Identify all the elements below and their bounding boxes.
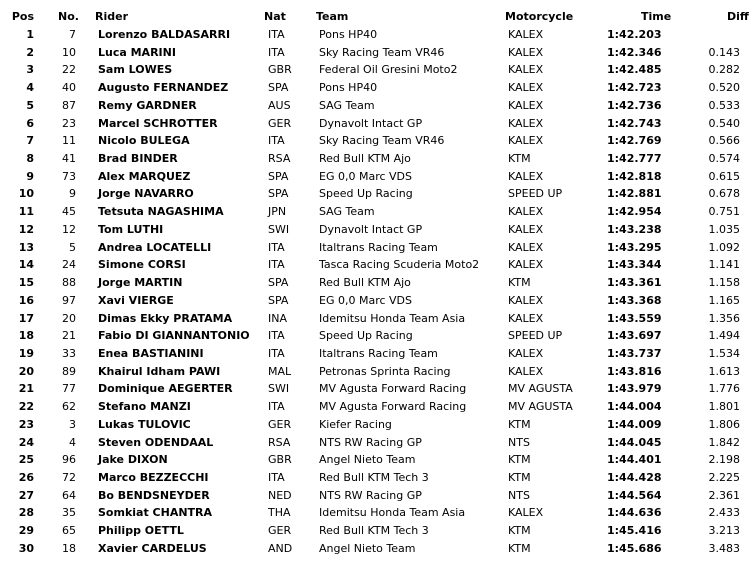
nat-cell: GBR [268,453,292,467]
table-row [0,80,745,98]
nat-cell: ITA [268,258,285,272]
nat-cell: GER [268,116,292,130]
team-cell: Speed Up Racing [319,329,413,343]
nat-cell: SWI [268,222,290,236]
header-team: Team [316,10,349,23]
motorcycle-cell: KALEX [508,98,544,112]
position-cell: 4 [26,81,34,95]
table-row [0,470,745,488]
position-cell: 28 [18,506,34,520]
rider-cell: Augusto FERNANDEZ [98,81,229,95]
position-cell: 18 [18,329,34,343]
number-cell: 20 [62,311,76,325]
team-cell: Red Bull KTM Tech 3 [319,524,429,538]
team-cell: Speed Up Racing [319,187,413,201]
nat-cell: SPA [268,276,289,290]
team-cell: NTS RW Racing GP [319,488,422,502]
table-row [0,488,745,506]
table-row [0,399,745,417]
time-cell: 1:43.361 [607,276,662,290]
team-cell: MV Agusta Forward Racing [319,382,467,396]
diff-cell: 1.613 [708,364,740,378]
diff-cell: 0.143 [708,45,740,59]
number-cell: 87 [62,98,76,112]
number-cell: 77 [62,382,76,396]
number-cell: 41 [62,152,76,166]
time-cell: 1:43.816 [607,364,662,378]
header-number: No. [58,10,79,23]
motorcycle-cell: SPEED UP [508,187,563,201]
time-cell: 1:43.737 [607,346,662,360]
time-cell: 1:43.238 [607,222,662,236]
position-cell: 1 [26,28,34,41]
rider-cell: Simone CORSI [98,258,186,272]
time-cell: 1:43.979 [607,382,662,396]
team-cell: EG 0,0 Marc VDS [319,293,412,307]
number-cell: 7 [69,28,76,41]
number-cell: 3 [69,417,76,431]
table-row [0,222,745,240]
motorcycle-cell: KALEX [508,169,544,183]
motorcycle-cell: KALEX [508,222,544,236]
number-cell: 24 [62,258,76,272]
rider-cell: Jorge NAVARRO [98,187,194,201]
nat-cell: MAL [268,364,292,378]
motorcycle-cell: KALEX [508,63,544,77]
nat-cell: ITA [268,400,285,414]
time-cell: 1:42.881 [607,187,662,201]
time-cell: 1:44.636 [607,506,662,520]
motorcycle-cell: KTM [508,541,531,555]
number-cell: 9 [69,187,76,201]
table-row [0,169,745,187]
time-cell: 1:44.401 [607,453,662,467]
time-cell: 1:43.559 [607,311,662,325]
team-cell: SAG Team [319,205,375,219]
diff-cell: 1.801 [708,400,740,414]
team-cell: Angel Nieto Team [319,453,416,467]
table-row [0,293,745,311]
nat-cell: ITA [268,346,285,360]
diff-cell: 1.494 [708,329,740,343]
rider-cell: Steven ODENDAAL [98,435,214,449]
team-cell: Idemitsu Honda Team Asia [319,311,466,325]
nat-cell: NED [268,488,292,502]
nat-cell: SPA [268,169,289,183]
rider-cell: Xavier CARDELUS [98,541,207,555]
table-row [0,27,745,45]
motorcycle-cell: NTS [508,435,530,449]
position-cell: 20 [18,364,34,378]
team-cell: Red Bull KTM Tech 3 [319,471,429,484]
motorcycle-cell: MV AGUSTA [508,382,573,396]
number-cell: 97 [62,293,76,307]
position-cell: 8 [26,152,34,166]
rider-cell: Somkiat CHANTRA [98,506,213,520]
motorcycle-cell: KTM [508,453,531,467]
motorcycle-cell: SPEED UP [508,329,563,343]
team-cell: Pons HP40 [319,81,378,95]
position-cell: 15 [18,276,34,290]
time-cell: 1:44.045 [607,435,662,449]
motorcycle-cell: KALEX [508,45,544,59]
nat-cell: GER [268,524,292,538]
diff-cell: 1.534 [708,346,740,360]
nat-cell: SPA [268,187,289,201]
header-rider: Rider [95,10,128,23]
nat-cell: AND [268,541,293,555]
table-row [0,133,745,151]
motorcycle-cell: KALEX [508,81,544,95]
motorcycle-cell: KTM [508,276,531,290]
table-row [0,116,745,134]
time-cell: 1:44.009 [607,417,662,431]
diff-cell: 3.213 [708,524,740,538]
diff-cell: 1.776 [708,382,740,396]
position-cell: 7 [26,134,34,148]
motorcycle-cell: KALEX [508,346,544,360]
time-cell: 1:43.295 [607,240,662,254]
table-row [0,328,745,346]
time-cell: 1:42.736 [607,98,662,112]
diff-cell: 1.035 [708,222,740,236]
rider-cell: Luca MARINI [98,45,176,59]
position-cell: 22 [18,400,34,414]
number-cell: 72 [62,471,76,484]
diff-cell: 0.566 [708,134,740,148]
header-nat: Nat [264,10,286,23]
position-cell: 9 [26,169,34,183]
team-cell: Petronas Sprinta Racing [319,364,451,378]
table-row [0,62,745,80]
motorcycle-cell: KTM [508,152,531,166]
time-cell: 1:43.344 [607,258,662,272]
time-cell: 1:42.777 [607,152,662,166]
motorcycle-cell: KTM [508,471,531,484]
diff-cell: 1.141 [708,258,740,272]
position-cell: 25 [18,453,34,467]
team-cell: Pons HP40 [319,28,378,41]
diff-cell: 0.282 [708,63,740,77]
rider-cell: Lukas TULOVIC [98,417,191,431]
nat-cell: ITA [268,45,285,59]
team-cell: Italtrans Racing Team [319,240,438,254]
nat-cell: GBR [268,63,292,77]
diff-cell: 2.198 [708,453,740,467]
table-row [0,381,745,399]
table-row [0,257,745,275]
table-row [0,240,745,258]
team-cell: Sky Racing Team VR46 [319,45,445,59]
table-row [0,523,745,541]
header-pos: Pos [11,10,34,23]
position-cell: 19 [18,346,34,360]
time-cell: 1:45.686 [607,541,662,555]
team-cell: Angel Nieto Team [319,541,416,555]
table-row [0,435,745,453]
number-cell: 11 [62,134,76,148]
rider-cell: Stefano MANZI [98,400,191,414]
number-cell: 64 [62,488,76,502]
rider-cell: Bo BENDSNEYDER [98,488,210,502]
diff-cell: 3.483 [708,541,740,555]
rider-cell: Tom LUTHI [98,222,164,236]
number-cell: 65 [62,524,76,538]
rider-cell: Andrea LOCATELLI [98,240,212,254]
nat-cell: SWI [268,382,290,396]
team-cell: EG 0,0 Marc VDS [319,169,412,183]
diff-cell: 2.225 [708,471,740,484]
position-cell: 10 [18,187,34,201]
team-cell: Italtrans Racing Team [319,346,438,360]
motorcycle-cell: KALEX [508,258,544,272]
team-cell: Dynavolt Intact GP [319,116,423,130]
team-cell: Red Bull KTM Ajo [319,276,411,290]
number-cell: 89 [62,364,76,378]
team-cell: Dynavolt Intact GP [319,222,423,236]
diff-cell: 0.751 [708,205,740,219]
table-row [0,275,745,293]
nat-cell: ITA [268,134,285,148]
team-cell: Idemitsu Honda Team Asia [319,506,466,520]
position-cell: 3 [26,63,34,77]
position-cell: 11 [18,205,34,219]
number-cell: 12 [62,222,76,236]
number-cell: 88 [62,276,76,290]
motorcycle-cell: KALEX [508,506,544,520]
rider-cell: Remy GARDNER [98,98,197,112]
diff-cell: 2.433 [708,506,740,520]
table-row [0,417,745,435]
diff-cell: 1.806 [708,417,740,431]
position-cell: 29 [18,524,34,538]
number-cell: 73 [62,169,76,183]
rider-cell: Dominique AEGERTER [98,382,233,396]
time-cell: 1:42.743 [607,116,662,130]
position-cell: 6 [26,116,34,130]
position-cell: 27 [18,488,34,502]
nat-cell: RSA [268,152,291,166]
number-cell: 22 [62,63,76,77]
position-cell: 23 [18,417,34,431]
nat-cell: RSA [268,435,291,449]
rider-cell: Marco BEZZECCHI [98,471,209,484]
diff-cell: 1.092 [708,240,740,254]
position-cell: 12 [18,222,34,236]
diff-cell: 0.574 [708,152,740,166]
rider-cell: Tetsuta NAGASHIMA [98,205,224,219]
number-cell: 18 [62,541,76,555]
header-motorcycle: Motorcycle [505,10,574,23]
time-cell: 1:42.723 [607,81,662,95]
rider-cell: Xavi VIERGE [98,293,174,307]
time-cell: 1:42.769 [607,134,662,148]
nat-cell: ITA [268,329,285,343]
motorcycle-cell: KALEX [508,134,544,148]
motorcycle-cell: KALEX [508,205,544,219]
table-row [0,45,745,63]
motorcycle-cell: KALEX [508,293,544,307]
team-cell: Federal Oil Gresini Moto2 [319,63,458,77]
rider-cell: Lorenzo BALDASARRI [98,28,231,41]
table-header [0,9,749,25]
time-cell: 1:42.818 [607,169,662,183]
diff-cell: 0.678 [708,187,740,201]
position-cell: 24 [18,435,34,449]
motorcycle-cell: NTS [508,488,530,502]
nat-cell: ITA [268,28,285,41]
diff-cell: 0.533 [708,98,740,112]
header-diff: Diff [727,10,749,23]
table-row [0,186,745,204]
team-cell: SAG Team [319,98,375,112]
diff-cell: 0.615 [708,169,740,183]
motorcycle-cell: KALEX [508,364,544,378]
rider-cell: Enea BASTIANINI [98,346,204,360]
time-cell: 1:44.004 [607,400,662,414]
diff-cell: 0.540 [708,116,740,130]
diff-cell: 2.361 [708,488,740,502]
table-row [0,98,745,116]
position-cell: 2 [26,45,34,59]
rider-cell: Jake DIXON [98,453,168,467]
table-row [0,151,745,169]
motorcycle-cell: KTM [508,417,531,431]
rider-cell: Marcel SCHROTTER [98,116,218,130]
rider-cell: Khairul Idham PAWI [98,364,221,378]
motorcycle-cell: KALEX [508,28,544,41]
time-cell: 1:42.954 [607,205,662,219]
position-cell: 16 [18,293,34,307]
number-cell: 33 [62,346,76,360]
position-cell: 30 [18,541,34,555]
number-cell: 96 [62,453,76,467]
team-cell: NTS RW Racing GP [319,435,422,449]
number-cell: 35 [62,506,76,520]
time-cell: 1:45.416 [607,524,662,538]
motorcycle-cell: MV AGUSTA [508,400,573,414]
nat-cell: ITA [268,240,285,254]
table-row [0,204,745,222]
rider-cell: Dimas Ekky PRATAMA [98,311,233,325]
position-cell: 13 [18,240,34,254]
table-row [0,364,745,382]
number-cell: 23 [62,116,76,130]
team-cell: Red Bull KTM Ajo [319,152,411,166]
time-cell: 1:42.485 [607,63,662,77]
nat-cell: THA [268,506,291,520]
number-cell: 5 [69,240,76,254]
team-cell: Sky Racing Team VR46 [319,134,445,148]
nat-cell: ITA [268,471,285,484]
team-cell: Tasca Racing Scuderia Moto2 [319,258,480,272]
team-cell: MV Agusta Forward Racing [319,400,467,414]
nat-cell: GER [268,417,292,431]
rider-cell: Nicolo BULEGA [98,134,190,148]
nat-cell: SPA [268,81,289,95]
number-cell: 10 [62,45,76,59]
table-row [0,505,745,523]
time-cell: 1:44.564 [607,488,662,502]
position-cell: 5 [26,98,34,112]
motorcycle-cell: KALEX [508,311,544,325]
rider-cell: Philipp OETTL [98,524,184,538]
diff-cell: 0.520 [708,81,740,95]
table-row [0,541,745,559]
position-cell: 14 [18,258,34,272]
time-cell: 1:43.697 [607,329,662,343]
team-cell: Kiefer Racing [319,417,392,431]
number-cell: 4 [69,435,76,449]
table-row [0,452,745,470]
nat-cell: SPA [268,293,289,307]
table-row [0,346,745,364]
time-cell: 1:43.368 [607,293,662,307]
time-cell: 1:42.346 [607,45,662,59]
number-cell: 45 [62,205,76,219]
position-cell: 17 [18,311,34,325]
number-cell: 62 [62,400,76,414]
nat-cell: JPN [268,205,287,219]
diff-cell: 1.356 [708,311,740,325]
nat-cell: INA [268,311,287,325]
diff-cell: 1.158 [708,276,740,290]
table-row [0,311,745,329]
header-time: Time [641,10,672,23]
rider-cell: Fabio DI GIANNANTONIO [98,329,250,343]
motorcycle-cell: KALEX [508,116,544,130]
nat-cell: AUS [268,98,291,112]
position-cell: 21 [18,382,34,396]
diff-cell: 1.842 [708,435,740,449]
rider-cell: Brad BINDER [98,152,178,166]
rider-cell: Sam LOWES [98,63,173,77]
time-cell: 1:42.203 [607,28,662,41]
time-cell: 1:44.428 [607,471,662,484]
number-cell: 40 [62,81,76,95]
position-cell: 26 [18,471,34,484]
diff-cell: 1.165 [708,293,740,307]
motorcycle-cell: KALEX [508,240,544,254]
motorcycle-cell: KTM [508,524,531,538]
rider-cell: Jorge MARTIN [98,276,183,290]
rider-cell: Alex MARQUEZ [98,169,191,183]
number-cell: 21 [62,329,76,343]
